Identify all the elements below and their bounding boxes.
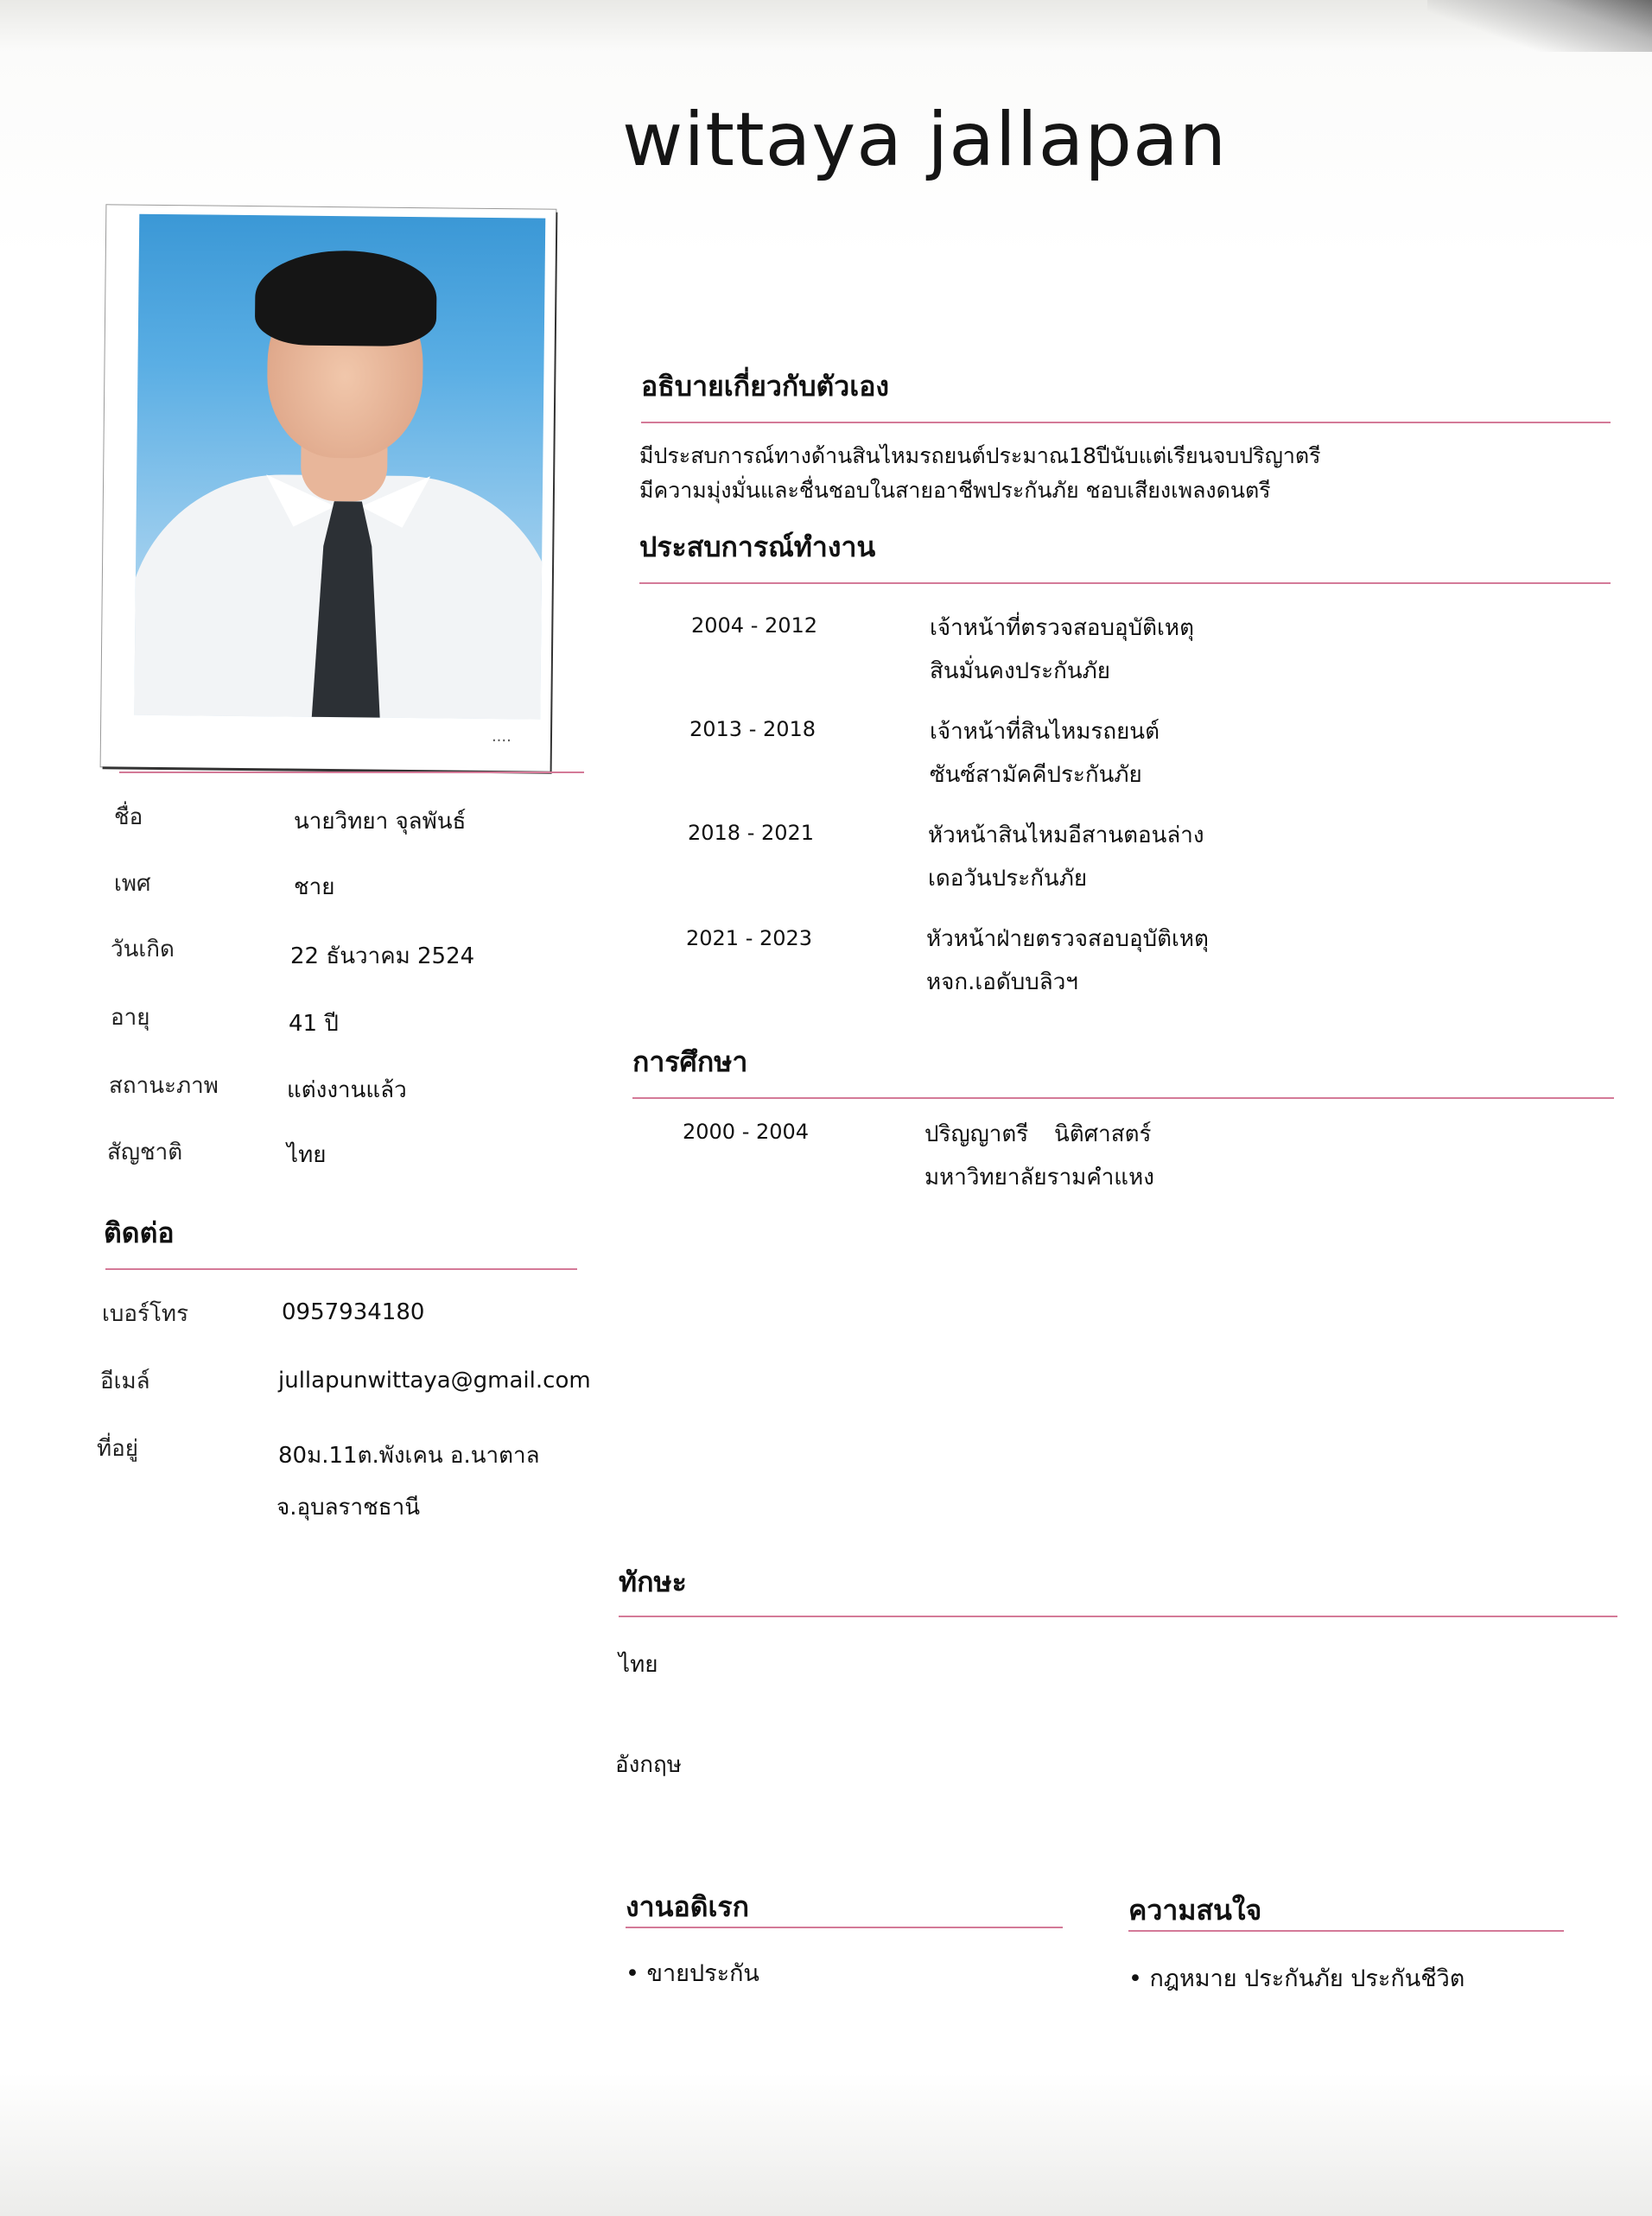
profile-photo (134, 214, 545, 720)
contact-divider (105, 1268, 577, 1270)
experience-title: ประสบการณ์ทำงาน (639, 530, 876, 563)
value-marital-status: แต่งงานแล้ว (287, 1077, 407, 1103)
value-birthdate: 22 ธันวาคม 2524 (290, 943, 475, 969)
label-nationality: สัญชาติ (107, 1140, 183, 1165)
about-line2: มีความมุ่งมั่นและชื่นชอบในสายอาชีพประกันภัย ชอบเสียงเพลงดนตรี (639, 478, 1271, 503)
skill-english: อังกฤษ (615, 1752, 682, 1778)
value-address-line2: จ.อุบลราชธานี (276, 1495, 421, 1521)
exp-position-2: เจ้าหน้าที่สินไหมรถยนต์ (930, 719, 1160, 745)
education-divider (632, 1097, 1614, 1099)
contact-title: ติดต่อ (104, 1216, 175, 1249)
edu-degree: ปริญญาตรี (924, 1121, 1029, 1147)
photo-divider (119, 771, 584, 773)
hobby-item: • ขายประกัน (626, 1960, 759, 1987)
label-phone: เบอร์โทร (102, 1301, 189, 1327)
value-gender: ชาย (294, 874, 335, 900)
exp-company-4: หจก.เอดับบลิวฯ (926, 969, 1078, 995)
value-email[interactable]: jullapunwittaya@gmail.com (278, 1368, 591, 1394)
photo-ellipsis: .... (491, 727, 511, 746)
exp-position-1: เจ้าหน้าที่ตรวจสอบอุบัติเหตุ (930, 615, 1194, 641)
interests-divider (1128, 1930, 1564, 1932)
label-gender: เพศ (114, 871, 151, 897)
hobby-title: งานอดิเรก (626, 1890, 749, 1923)
value-phone: 0957934180 (282, 1299, 425, 1325)
label-birthdate: วันเกิด (111, 937, 175, 962)
exp-company-2: ซันซ์สามัคคีประกันภัย (930, 762, 1142, 788)
value-age: 41 ปี (289, 1011, 339, 1037)
edu-school: มหาวิทยาลัยรามคำแหง (924, 1165, 1154, 1191)
skills-title: ทักษะ (619, 1565, 687, 1598)
about-divider (641, 422, 1611, 423)
exp-years-2: 2013 - 2018 (689, 717, 816, 741)
exp-company-1: สินมั่นคงประกันภัย (930, 658, 1110, 684)
label-marital-status: สถานะภาพ (109, 1073, 219, 1099)
value-address-line1: 80ม.11ต.พังเคน อ.นาตาล (278, 1443, 540, 1469)
value-name: นายวิทยา จุลพันธ์ (294, 809, 467, 835)
interests-title: ความสนใจ (1128, 1894, 1262, 1927)
exp-years-4: 2021 - 2023 (686, 926, 813, 950)
interests-item: • กฎหมาย ประกันภัย ประกันชีวิต (1128, 1965, 1465, 1992)
exp-years-1: 2004 - 2012 (691, 613, 818, 638)
label-name: ชื่อ (114, 804, 143, 830)
skill-thai: ไทย (619, 1652, 658, 1678)
experience-divider (639, 582, 1611, 584)
resume-name: wittaya jallapan (622, 97, 1228, 183)
skills-divider (619, 1616, 1617, 1617)
exp-company-3: เดอวันประกันภัย (928, 866, 1088, 892)
label-email: อีเมล์ (100, 1368, 150, 1394)
hobby-divider (626, 1927, 1063, 1928)
about-title: อธิบายเกี่ยวกับตัวเอง (641, 370, 890, 403)
page-corner-shadow (1427, 0, 1652, 52)
label-address: ที่อยู่ (97, 1436, 138, 1462)
exp-position-4: หัวหน้าฝ่ายตรวจสอบอุบัติเหตุ (926, 926, 1209, 952)
profile-photo-frame (101, 205, 556, 771)
about-line1: มีประสบการณ์ทางด้านสินไหมรถยนต์ประมาณ18ปีนับแต่เรียนจบปริญาตรี (639, 443, 1321, 468)
value-nationality: ไทย (287, 1142, 327, 1168)
label-age: อายุ (111, 1005, 150, 1031)
exp-position-3: หัวหน้าสินไหมอีสานตอนล่าง (928, 822, 1204, 848)
education-title: การศึกษา (632, 1045, 748, 1078)
edu-faculty: นิติศาสตร์ (1054, 1121, 1152, 1147)
edu-years: 2000 - 2004 (683, 1120, 810, 1144)
exp-years-3: 2018 - 2021 (688, 821, 815, 845)
